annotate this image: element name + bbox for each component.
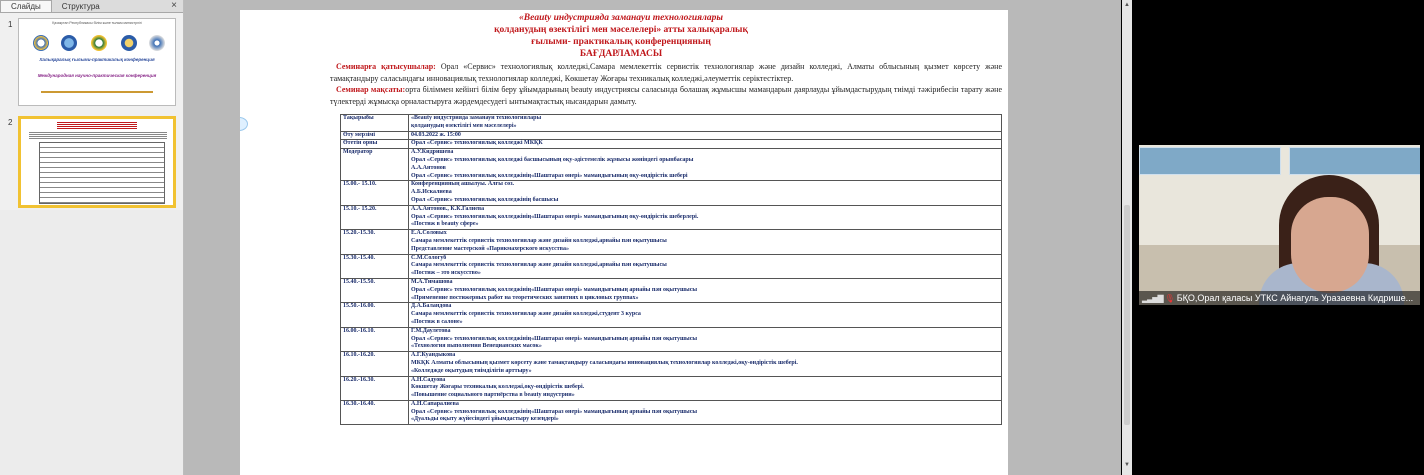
purpose-text: орта біліммен кейінгі білім беру ұйымдарының beauty индустриясы саласында болашақ жұмысшы мамандарын даярлауды ұйымдастырудың тиімді тәжірибесін тарату және түлектерді жұмысқа орналастыруға жәрдемдесудегі ынтымақтастық нысандарын дамыту.: [330, 85, 1002, 106]
table-cell-line: А.Г.Куандыкова: [411, 352, 456, 359]
table-row: [341, 352, 1002, 376]
participant-face: [1291, 197, 1369, 293]
scroll-down-icon[interactable]: ▼: [1124, 462, 1130, 468]
table-cell-line: «Повышение социального партнёрства в beauty индустрии»: [411, 392, 575, 399]
thumbnail-text-lines: [29, 132, 167, 140]
table-cell-time: 15.50.-16.00.: [341, 303, 409, 327]
signal-icon: ▂▃▅▇: [1142, 294, 1163, 303]
slide-canvas[interactable]: [240, 10, 1008, 475]
table-cell-line: Самара мемлекеттік сервистік технологиялар және дизайн колледжі,студент 3 курса: [411, 311, 641, 318]
emblem-logo-icon: [91, 35, 107, 51]
table-row: [341, 327, 1002, 351]
participants-label: Семинарға қатысушылар:: [336, 62, 436, 71]
table-cell-line: А.Н.Сапаралиева: [411, 400, 459, 407]
participants-paragraph: [330, 61, 1002, 84]
video-board-right: [1289, 147, 1420, 175]
table-cell-time: 15.20.-15.30.: [341, 230, 409, 254]
table-cell-content: [409, 131, 1002, 140]
slide-intro-text[interactable]: [330, 61, 1002, 107]
table-cell-time: Өтетін орны: [341, 140, 409, 149]
table-cell-line: А.У.Кидришева: [411, 149, 454, 156]
table-cell-content: [409, 115, 1002, 132]
table-cell-content: [409, 181, 1002, 205]
table-cell-line: «Дуальды оқыту жүйесіндегі ұйымдастыру кезеңдері»: [411, 416, 559, 423]
purpose-label: Семинар мақсаты:: [336, 85, 406, 94]
table-cell-content: [409, 254, 1002, 278]
table-cell-line: А.Б.Искалиева: [411, 189, 452, 196]
table-cell-content: [409, 327, 1002, 351]
table-cell-line: С.М.Сологуб: [411, 254, 447, 261]
table-cell-line: «Beauty индустрияда заманауи технологиялары: [411, 115, 542, 121]
table-cell-line: Конференцияның ашылуы. Алғы сөз.: [411, 181, 515, 188]
table-cell-line: Орал «Сервис» технологиялық колледжі басшысының оқу-әдістемелік жұмысы жөніндегі орынбасары: [411, 156, 694, 163]
table-cell-time: 15.30.-15.40.: [341, 254, 409, 278]
table-cell-line: Д.А.Баландова: [411, 303, 452, 310]
table-cell-line: 04.03.2022 ж. 15:00: [411, 131, 461, 138]
table-cell-line: Самара мемлекеттік сервистік технологиялар және дизайн колледжі,арнайы пән оқытушысы: [411, 262, 667, 269]
table-cell-line: «Постиж в beauty сфере»: [411, 221, 479, 228]
table-cell-line: «Применение постижерных работ на теоретических занятиях в цикловых группах»: [411, 294, 639, 301]
table-cell-line: Г.М.Даулетова: [411, 327, 451, 334]
slide-number: 1: [8, 20, 13, 29]
table-cell-content: [409, 149, 1002, 181]
table-cell-line: Орал «Сервис» технологиялық колледжінің«Шаштараз өнері» мамандығының оқу-өндірістік шебері: [411, 172, 688, 179]
participant-name-bar: [1139, 291, 1420, 305]
table-cell-content: [409, 278, 1002, 302]
table-cell-time: 15.40.-15.50.: [341, 278, 409, 302]
table-cell-time: 16.20.-16.30.: [341, 376, 409, 400]
table-row: [341, 140, 1002, 149]
table-row: [341, 278, 1002, 302]
globe-logo-icon: [61, 35, 77, 51]
partner-logo-icon: [149, 35, 165, 51]
scroll-up-icon[interactable]: ▲: [1124, 2, 1130, 8]
thumbnail-header-text: Қазақстан Республикасы білім және ғылым министрлігі: [52, 21, 142, 25]
table-row: [341, 400, 1002, 424]
table-row: [341, 376, 1002, 400]
thumbnail-divider: [41, 91, 153, 93]
table-row: [341, 254, 1002, 278]
table-cell-time: 15.10.- 15.20.: [341, 205, 409, 229]
participant-name: БҚО,Орал қаласы УТКС Айнагуль Уразаевна Кидрише...: [1176, 293, 1414, 303]
table-row: [341, 181, 1002, 205]
title-line: «Beauty индустрияда заманауи технологиялары: [519, 13, 723, 23]
vertical-scrollbar[interactable]: [1122, 0, 1132, 475]
table-cell-content: [409, 140, 1002, 149]
table-cell-line: Орал «Сервис» технологиялық колледжі МКҚК: [411, 140, 543, 147]
video-board-left: [1139, 147, 1281, 175]
close-icon[interactable]: ×: [171, 0, 177, 11]
table-cell-line: Орал «Сервис» технологиялық колледжінің«Шаштараз өнері» мамандығының арнайы пән оқытушысы: [411, 286, 698, 293]
table-cell-line: «Технология выполнения Венецианских масок»: [411, 343, 542, 350]
table-row: [341, 230, 1002, 254]
table-cell-line: А.А.Антонов: [411, 164, 446, 171]
table-cell-time: 16.10.-16.20.: [341, 352, 409, 376]
table-cell-line: Орал «Сервис» технологиялық колледжінің«Шаштараз өнері» мамандығының оқу-өндірістік шеберлері.: [411, 213, 699, 220]
table-row: [341, 131, 1002, 140]
participants-text: Орал «Сервис» технологиялық колледжі,Самара мемлекеттік сервистік технологиялар және дизайн колледжі, Алматы облысының қызмет көрсету және тамақтандыру саласындағы инновациялық технологиялар колледжі, Көкшетау Жоғары техникалық колледжі,әлеуметтік серіктестіктер.: [330, 62, 1002, 83]
table-cell-line: қолданудың өзектілігі мен мәселелері»: [411, 122, 517, 129]
table-cell-time: 16.00.-16.10.: [341, 327, 409, 351]
table-cell-content: [409, 230, 1002, 254]
scrollbar-thumb[interactable]: [1124, 205, 1130, 425]
table-cell-line: А.А.Антонов., К.К.Галиева: [411, 205, 485, 212]
title-line: БАҒДАРЛАМАСЫ: [579, 49, 663, 59]
table-cell-content: [409, 303, 1002, 327]
slides-panel: [0, 0, 184, 475]
table-cell-time: 16.30.-16.40.: [341, 400, 409, 424]
panel-tabs: [0, 0, 183, 13]
table-cell-line: М.А.Тимашова: [411, 278, 453, 285]
title-line: ғылыми- практикалық конференцияның: [531, 37, 711, 47]
title-line: қолданудың өзектілігі мен мәселелері» атты халықаралық: [494, 25, 748, 35]
table-cell-time: Өту мерзімі: [341, 131, 409, 140]
table-cell-time: Модератор: [341, 149, 409, 181]
table-cell-content: [409, 352, 1002, 376]
table-cell-line: «Постиж – это искусство»: [411, 270, 481, 277]
table-cell-line: Представление мастерской «Парикмахерского искусства»: [411, 245, 569, 252]
slide-title[interactable]: [390, 12, 852, 60]
table-row: [341, 205, 1002, 229]
table-cell-line: Көкшетау Жоғары техникалық колледжі,оқу-өндірістік шебері.: [411, 384, 585, 391]
seal-logo-icon: [121, 35, 137, 51]
table-cell-line: Орал «Сервис» технологиялық колледжінің«Шаштараз өнері» мамандығының арнайы пән оқытушысы: [411, 408, 698, 415]
table-cell-line: Е.А.Соловых: [411, 230, 447, 237]
tab-slides[interactable]: Слайды: [0, 0, 52, 12]
table-cell-time: 15.00.- 15.10.: [341, 181, 409, 205]
thumbnail-title-lines: [57, 122, 137, 130]
table-row: [341, 149, 1002, 181]
table-cell-content: [409, 400, 1002, 424]
slide-thumbnail-2[interactable]: [18, 116, 176, 208]
table-cell-line: «Колледжде оқытудың тиімділігін арттыру»: [411, 367, 532, 374]
program-table[interactable]: [340, 114, 1002, 425]
table-row: [341, 115, 1002, 132]
participant-video[interactable]: [1139, 145, 1420, 305]
college-logo-icon: [33, 35, 49, 51]
shape-handle[interactable]: [240, 117, 248, 131]
thumbnail-table: [39, 142, 165, 204]
purpose-paragraph: [330, 84, 1002, 107]
slide-editor-area: [184, 0, 1130, 475]
table-cell-line: «Постиж в салоне»: [411, 318, 463, 325]
table-cell-line: А.Н.Садуова: [411, 376, 446, 383]
table-row: [341, 303, 1002, 327]
table-cell-content: [409, 376, 1002, 400]
thumbnail-heading: Халықаралық ғылыми-практикалық конференция: [39, 57, 155, 62]
table-cell-time: Тақырыбы: [341, 115, 409, 132]
table-cell-line: Орал «Сервис» технологиялық колледжінің«Шаштараз өнері» мамандығының арнайы пән оқытушысы: [411, 335, 698, 342]
slide-number: 2: [8, 118, 13, 127]
table-cell-line: МКҚК Алматы облысының қызмет көрсету және тамақтандыру саласындағы инновациялық технологиялар колледжі,оқу-өндірістік шебері.: [411, 359, 798, 366]
slide-thumbnail-1[interactable]: [18, 18, 176, 106]
mic-muted-icon: 🎙: [1164, 294, 1175, 303]
panel-empty-area: [0, 210, 183, 475]
tab-outline[interactable]: Структура: [61, 2, 100, 11]
thumbnail-subheading: Международная научно-практическая конференция: [37, 73, 157, 78]
table-cell-line: Самара мемлекеттік сервистік технологиялар және дизайн колледжі,арнайы пән оқытушысы: [411, 237, 667, 244]
table-cell-content: [409, 205, 1002, 229]
table-cell-line: Орал «Сервис» технологиялық колледжінің басшысы: [411, 196, 559, 203]
